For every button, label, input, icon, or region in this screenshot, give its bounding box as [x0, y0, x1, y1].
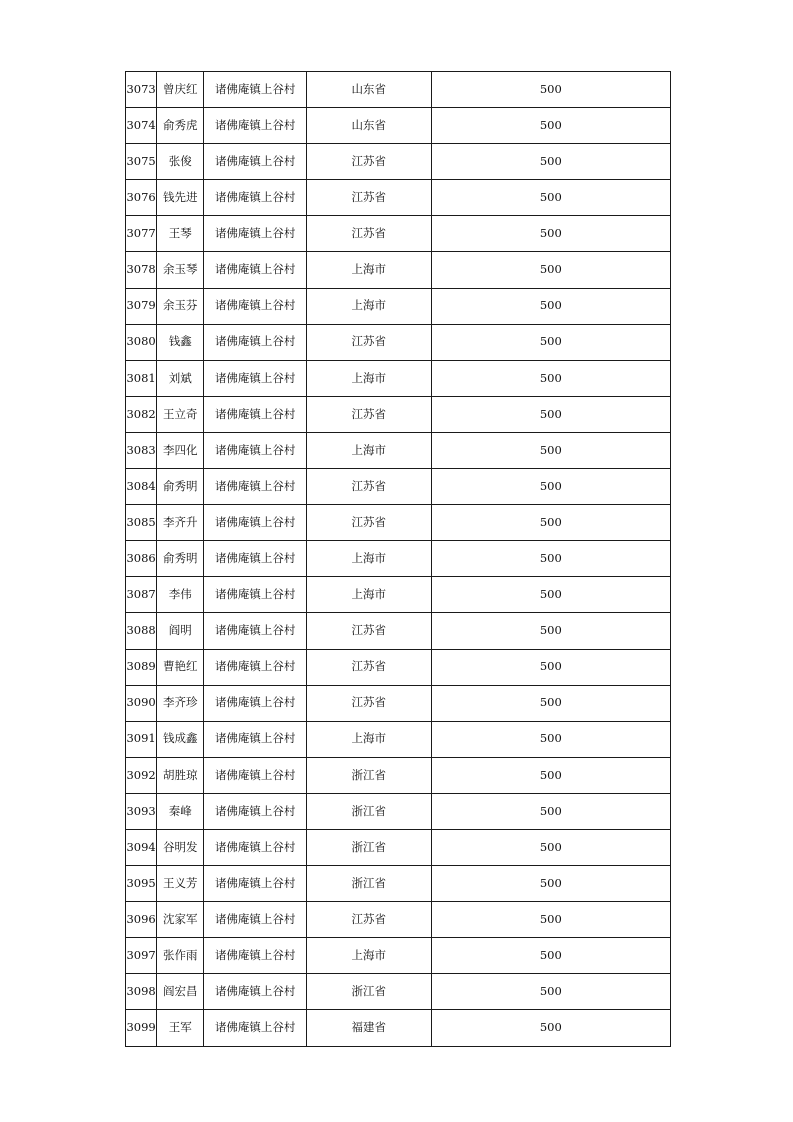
table-row	[126, 216, 671, 252]
table-row	[126, 649, 671, 685]
address-cell: 诸佛庵镇上谷村	[204, 757, 307, 793]
record-number-cell: 3085	[126, 505, 157, 541]
person-name-cell: 王义芳	[157, 866, 204, 902]
person-name-cell: 阎宏昌	[157, 974, 204, 1010]
table-row	[126, 324, 671, 360]
amount-cell: 500	[431, 613, 670, 649]
address-cell: 诸佛庵镇上谷村	[204, 108, 307, 144]
address-cell: 诸佛庵镇上谷村	[204, 432, 307, 468]
amount-cell: 500	[431, 360, 670, 396]
province-cell: 山东省	[306, 108, 431, 144]
record-number-cell: 3095	[126, 866, 157, 902]
province-cell: 上海市	[306, 252, 431, 288]
amount-cell: 500	[431, 757, 670, 793]
province-cell: 江苏省	[306, 216, 431, 252]
person-name-cell: 王军	[157, 1010, 204, 1046]
amount-cell: 500	[431, 685, 670, 721]
person-name-cell: 曹艳红	[157, 649, 204, 685]
amount-cell: 500	[431, 144, 670, 180]
address-cell: 诸佛庵镇上谷村	[204, 180, 307, 216]
address-cell: 诸佛庵镇上谷村	[204, 866, 307, 902]
amount-cell: 500	[431, 216, 670, 252]
table-row	[126, 613, 671, 649]
amount-cell: 500	[431, 108, 670, 144]
address-cell: 诸佛庵镇上谷村	[204, 72, 307, 108]
address-cell: 诸佛庵镇上谷村	[204, 469, 307, 505]
province-cell: 江苏省	[306, 324, 431, 360]
record-number-cell: 3093	[126, 793, 157, 829]
record-number-cell: 3089	[126, 649, 157, 685]
record-number-cell: 3098	[126, 974, 157, 1010]
amount-cell: 500	[431, 938, 670, 974]
province-cell: 江苏省	[306, 180, 431, 216]
amount-cell: 500	[431, 1010, 670, 1046]
amount-cell: 500	[431, 505, 670, 541]
address-cell: 诸佛庵镇上谷村	[204, 216, 307, 252]
record-number-cell: 3078	[126, 252, 157, 288]
address-cell: 诸佛庵镇上谷村	[204, 577, 307, 613]
person-name-cell: 胡胜琼	[157, 757, 204, 793]
table-row	[126, 938, 671, 974]
province-cell: 江苏省	[306, 505, 431, 541]
table-row	[126, 1010, 671, 1046]
table-row	[126, 685, 671, 721]
address-cell: 诸佛庵镇上谷村	[204, 829, 307, 865]
address-cell: 诸佛庵镇上谷村	[204, 505, 307, 541]
address-cell: 诸佛庵镇上谷村	[204, 938, 307, 974]
person-name-cell: 李伟	[157, 577, 204, 613]
table-row	[126, 793, 671, 829]
amount-cell: 500	[431, 902, 670, 938]
province-cell: 上海市	[306, 432, 431, 468]
address-cell: 诸佛庵镇上谷村	[204, 613, 307, 649]
province-cell: 山东省	[306, 72, 431, 108]
record-number-cell: 3082	[126, 396, 157, 432]
person-name-cell: 王琴	[157, 216, 204, 252]
record-number-cell: 3076	[126, 180, 157, 216]
person-name-cell: 李齐珍	[157, 685, 204, 721]
record-number-cell: 3096	[126, 902, 157, 938]
province-cell: 福建省	[306, 1010, 431, 1046]
amount-cell: 500	[431, 793, 670, 829]
amount-cell: 500	[431, 541, 670, 577]
records-table	[125, 71, 671, 1047]
province-cell: 江苏省	[306, 649, 431, 685]
record-number-cell: 3092	[126, 757, 157, 793]
record-number-cell: 3088	[126, 613, 157, 649]
province-cell: 浙江省	[306, 866, 431, 902]
record-number-cell: 3084	[126, 469, 157, 505]
amount-cell: 500	[431, 829, 670, 865]
table-row	[126, 288, 671, 324]
province-cell: 浙江省	[306, 757, 431, 793]
record-number-cell: 3083	[126, 432, 157, 468]
record-number-cell: 3099	[126, 1010, 157, 1046]
address-cell: 诸佛庵镇上谷村	[204, 541, 307, 577]
person-name-cell: 钱先进	[157, 180, 204, 216]
province-cell: 上海市	[306, 541, 431, 577]
amount-cell: 500	[431, 180, 670, 216]
record-number-cell: 3081	[126, 360, 157, 396]
person-name-cell: 钱成鑫	[157, 721, 204, 757]
province-cell: 江苏省	[306, 613, 431, 649]
address-cell: 诸佛庵镇上谷村	[204, 974, 307, 1010]
province-cell: 浙江省	[306, 793, 431, 829]
person-name-cell: 刘斌	[157, 360, 204, 396]
record-number-cell: 3090	[126, 685, 157, 721]
province-cell: 浙江省	[306, 829, 431, 865]
province-cell: 江苏省	[306, 396, 431, 432]
province-cell: 上海市	[306, 288, 431, 324]
amount-cell: 500	[431, 721, 670, 757]
record-number-cell: 3094	[126, 829, 157, 865]
person-name-cell: 余玉芬	[157, 288, 204, 324]
address-cell: 诸佛庵镇上谷村	[204, 144, 307, 180]
table-row	[126, 721, 671, 757]
person-name-cell: 李齐升	[157, 505, 204, 541]
person-name-cell: 谷明发	[157, 829, 204, 865]
address-cell: 诸佛庵镇上谷村	[204, 793, 307, 829]
person-name-cell: 阎明	[157, 613, 204, 649]
record-number-cell: 3079	[126, 288, 157, 324]
amount-cell: 500	[431, 396, 670, 432]
table-row	[126, 757, 671, 793]
amount-cell: 500	[431, 469, 670, 505]
amount-cell: 500	[431, 252, 670, 288]
table-row	[126, 360, 671, 396]
table-row	[126, 974, 671, 1010]
address-cell: 诸佛庵镇上谷村	[204, 252, 307, 288]
table-row	[126, 252, 671, 288]
amount-cell: 500	[431, 432, 670, 468]
table-row	[126, 902, 671, 938]
person-name-cell: 俞秀虎	[157, 108, 204, 144]
record-number-cell: 3087	[126, 577, 157, 613]
address-cell: 诸佛庵镇上谷村	[204, 288, 307, 324]
person-name-cell: 秦峰	[157, 793, 204, 829]
province-cell: 上海市	[306, 721, 431, 757]
amount-cell: 500	[431, 72, 670, 108]
records-table-body	[126, 72, 671, 1047]
record-number-cell: 3080	[126, 324, 157, 360]
amount-cell: 500	[431, 577, 670, 613]
table-row	[126, 577, 671, 613]
address-cell: 诸佛庵镇上谷村	[204, 360, 307, 396]
address-cell: 诸佛庵镇上谷村	[204, 396, 307, 432]
record-number-cell: 3077	[126, 216, 157, 252]
province-cell: 浙江省	[306, 974, 431, 1010]
record-number-cell: 3097	[126, 938, 157, 974]
table-row	[126, 72, 671, 108]
province-cell: 上海市	[306, 360, 431, 396]
table-row	[126, 396, 671, 432]
table-row	[126, 866, 671, 902]
person-name-cell: 沈家军	[157, 902, 204, 938]
table-row	[126, 432, 671, 468]
record-number-cell: 3091	[126, 721, 157, 757]
table-row	[126, 505, 671, 541]
province-cell: 上海市	[306, 577, 431, 613]
table-row	[126, 144, 671, 180]
address-cell: 诸佛庵镇上谷村	[204, 685, 307, 721]
person-name-cell: 张作雨	[157, 938, 204, 974]
province-cell: 江苏省	[306, 144, 431, 180]
person-name-cell: 钱鑫	[157, 324, 204, 360]
person-name-cell: 俞秀明	[157, 541, 204, 577]
province-cell: 江苏省	[306, 902, 431, 938]
amount-cell: 500	[431, 974, 670, 1010]
address-cell: 诸佛庵镇上谷村	[204, 902, 307, 938]
amount-cell: 500	[431, 649, 670, 685]
amount-cell: 500	[431, 866, 670, 902]
province-cell: 上海市	[306, 938, 431, 974]
person-name-cell: 俞秀明	[157, 469, 204, 505]
table-row	[126, 180, 671, 216]
person-name-cell: 曾庆红	[157, 72, 204, 108]
person-name-cell: 李四化	[157, 432, 204, 468]
record-number-cell: 3075	[126, 144, 157, 180]
amount-cell: 500	[431, 324, 670, 360]
table-row	[126, 829, 671, 865]
table-row	[126, 541, 671, 577]
table-row	[126, 469, 671, 505]
person-name-cell: 余玉琴	[157, 252, 204, 288]
address-cell: 诸佛庵镇上谷村	[204, 721, 307, 757]
person-name-cell: 王立奇	[157, 396, 204, 432]
province-cell: 江苏省	[306, 685, 431, 721]
record-number-cell: 3073	[126, 72, 157, 108]
person-name-cell: 张俊	[157, 144, 204, 180]
address-cell: 诸佛庵镇上谷村	[204, 649, 307, 685]
table-row	[126, 108, 671, 144]
address-cell: 诸佛庵镇上谷村	[204, 324, 307, 360]
province-cell: 江苏省	[306, 469, 431, 505]
address-cell: 诸佛庵镇上谷村	[204, 1010, 307, 1046]
record-number-cell: 3074	[126, 108, 157, 144]
record-number-cell: 3086	[126, 541, 157, 577]
amount-cell: 500	[431, 288, 670, 324]
